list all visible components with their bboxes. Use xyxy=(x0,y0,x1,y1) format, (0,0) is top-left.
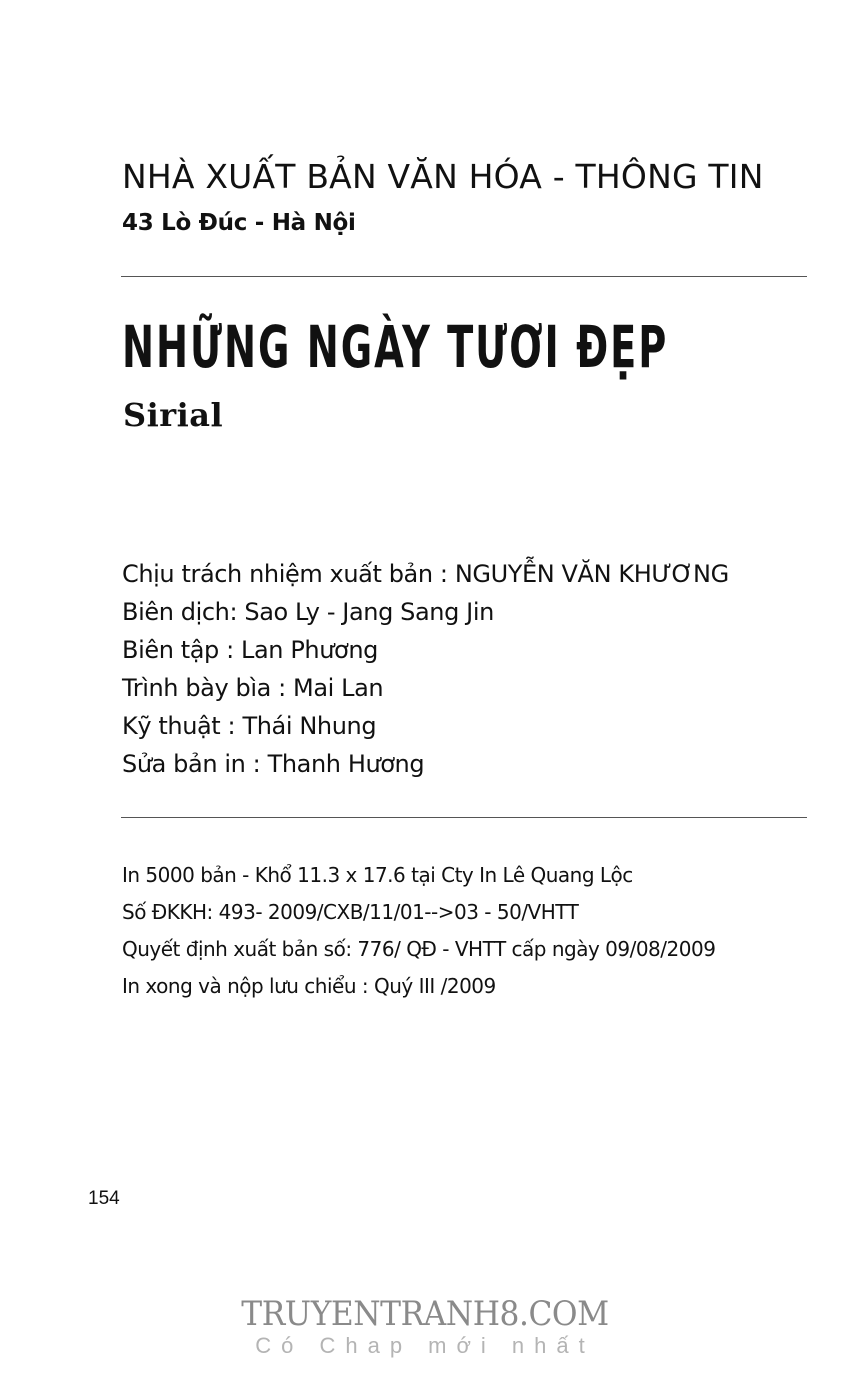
divider-top xyxy=(121,276,807,277)
print-run-info: In 5000 bản - Khổ 11.3 x 17.6 tại Cty In Lê Quang Lộc xyxy=(122,863,633,887)
credit-proofreader: Sửa bản in : Thanh Hương xyxy=(122,750,425,778)
watermark-tagline: Có Chap mới nhất xyxy=(255,1333,595,1358)
book-title: NHỮNG NGÀY TƯƠI ĐẸP xyxy=(122,313,669,381)
credit-editor: Biên tập : Lan Phương xyxy=(122,636,378,664)
publishing-decision: Quyết định xuất bản số: 776/ QĐ - VHTT cấp ngày 09/08/2009 xyxy=(122,937,716,961)
credit-translator: Biên dịch: Sao Ly - Jang Sang Jin xyxy=(122,598,494,626)
credit-cover-design: Trình bày bìa : Mai Lan xyxy=(122,674,384,702)
deposit-info: In xong và nộp lưu chiểu : Quý III /2009 xyxy=(122,974,496,998)
publisher-name: NHÀ XUẤT BẢN VĂN HÓA - THÔNG TIN xyxy=(122,157,764,196)
page-number: 154 xyxy=(88,1188,120,1209)
publisher-address: 43 Lò Đúc - Hà Nội xyxy=(122,210,356,236)
credit-technical: Kỹ thuật : Thái Nhung xyxy=(122,712,377,740)
credits-list xyxy=(122,555,729,783)
credit-publisher-responsible: Chịu trách nhiệm xuất bản : NGUYỄN VĂN KHƯƠNG xyxy=(122,560,729,588)
book-author: Sirial xyxy=(123,396,224,434)
print-info-list xyxy=(122,857,715,1005)
divider-middle xyxy=(121,817,807,818)
watermark xyxy=(0,1296,850,1358)
watermark-site: TRUYENTRANH8.COM xyxy=(241,1294,609,1334)
registration-number: Số ĐKKH: 493- 2009/CXB/11/01-->03 - 50/VHTT xyxy=(122,900,579,924)
